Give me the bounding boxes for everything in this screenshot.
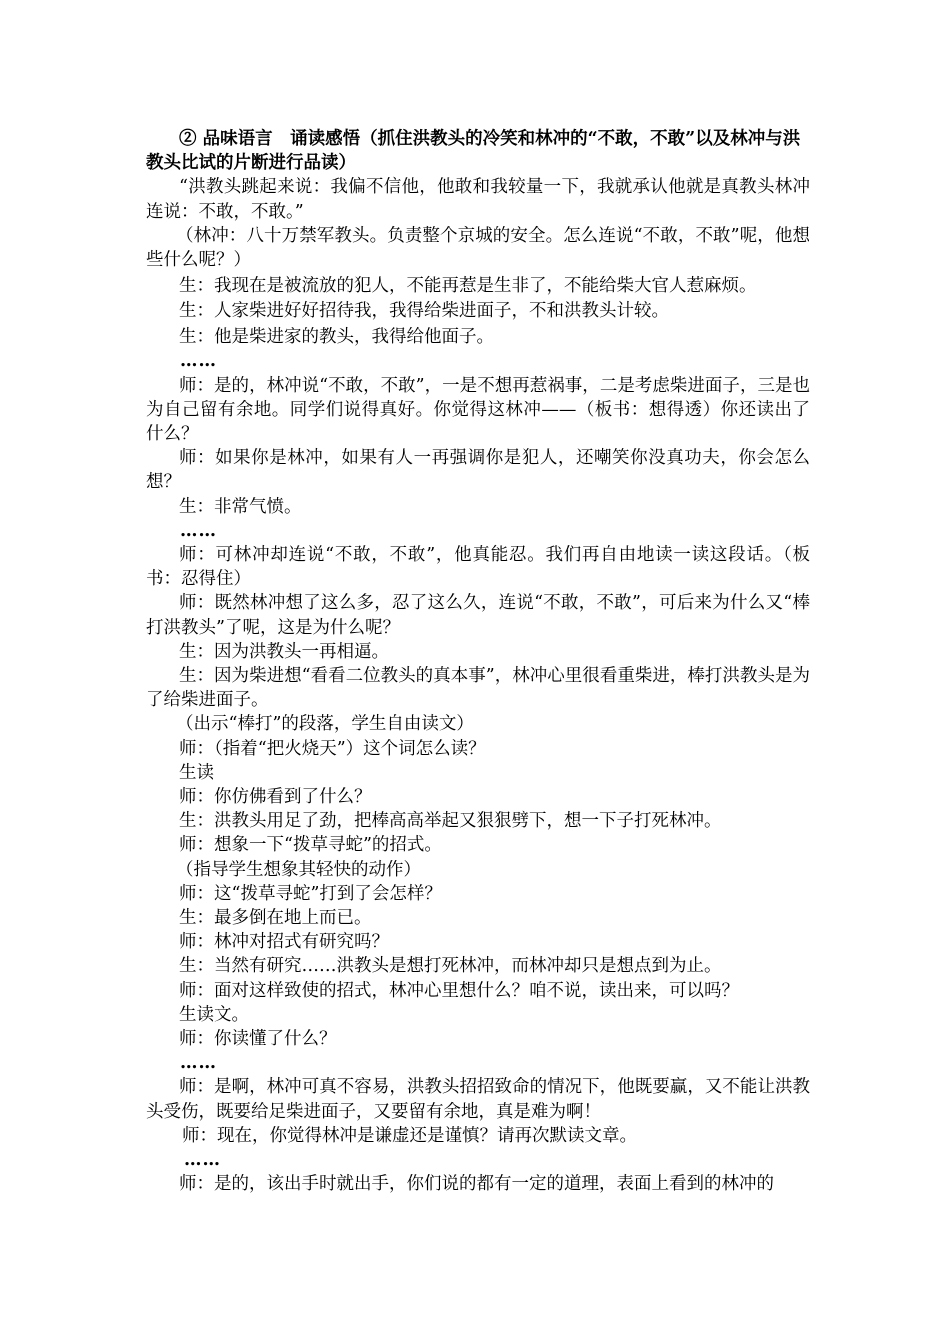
paragraph: 师：现在，你觉得林冲是谦虚还是谨慎？请再次默读文章。: [182, 1125, 637, 1146]
paragraph: 师：是的，该出手时就出手，你们说的都有一定的道理，表面上看到的林冲的: [179, 1174, 774, 1195]
ellipsis: ……: [184, 1150, 221, 1171]
paragraph: 师：（指着“把火烧天”）这个词怎么读？: [179, 738, 486, 759]
paragraph: 师：是啊，林冲可真不容易，洪教头招招致命的情况下，他既要赢，又不能让洪教头受伤，既要给足柴进面子，又要留有余地，真是难为啊！: [146, 1077, 810, 1122]
section-heading: ② 品味语言 诵读感悟（抓住洪教头的冷笑和林冲的“不敢，不敢”以及林冲与洪教头比试的片断进行品读）: [146, 129, 801, 174]
paragraph: 师：可林冲却连说“不敢，不敢”，他真能忍。我们再自由地读一读这段话。（板书：忍得住）: [146, 544, 810, 590]
paragraph: 生读文。: [179, 1004, 249, 1025]
paragraph: 生：洪教头用足了劲，把棒高高举起又狠狠劈下，想一下子打死林冲。: [179, 811, 722, 832]
paragraph: 师：林冲对招式有研究吗？: [179, 932, 389, 953]
paragraph: 生：他是柴进家的教头，我得给他面子。: [179, 327, 494, 348]
paragraph: 师：如果你是林冲，如果有人一再强调你是犯人，还嘲笑你没真功夫，你会怎么想？: [146, 448, 810, 493]
paragraph: 生：最多倒在地上而已。: [179, 908, 372, 928]
paragraph: （指导学生想象其轻快的动作）: [176, 859, 421, 880]
ellipsis: ……: [180, 351, 217, 372]
paragraph: （出示“棒打”的段落，学生自由读文）: [176, 714, 474, 735]
document-body: [146, 127, 810, 1196]
paragraph: 师：面对这样致使的招式，林冲心里想什么？咱不说，读出来，可以吗？: [179, 980, 739, 1001]
paragraph: （林冲：八十万禁军教头。负责整个京城的安全。怎么连说“不敢，不敢”呢，他想些什么呢？）: [146, 225, 810, 271]
ellipsis: ……: [180, 1053, 217, 1074]
paragraph: 师：你仿佛看到了什么？: [179, 786, 372, 807]
paragraph: 师：你读懂了什么？: [179, 1029, 337, 1050]
paragraph: 生：非常气愤。: [179, 496, 302, 517]
paragraph: 师：是的，林冲说“不敢，不敢”，一是不想再惹祸事，二是考虑柴进面子，三是也为自己留有余地。同学们说得真好。你觉得这林冲——（板书：想得透）你还读出了什么？: [146, 375, 810, 444]
paragraph: 生：因为洪教头一再相逼。: [179, 641, 389, 662]
paragraph: 生：我现在是被流放的犯人，不能再惹是生非了，不能给柴大官人惹麻烦。: [179, 275, 757, 296]
ellipsis: ……: [180, 520, 217, 541]
paragraph: 生：人家柴进好好招待我，我得给柴进面子，不和洪教头计较。: [179, 301, 669, 322]
paragraph: 师：这“拨草寻蛇”打到了会怎样？: [179, 883, 442, 904]
paragraph: “洪教头跳起来说：我偏不信他，他敢和我较量一下，我就承认他就是真教头林冲连说：不敢，不敢。”: [146, 177, 810, 222]
paragraph: 生：因为柴进想“看看二位教头的真本事”，林冲心里很看重柴进，棒打洪教头是为了给柴进面子。: [146, 665, 810, 711]
paragraph: 生读: [179, 762, 214, 783]
paragraph: 师：想象一下“拨草寻蛇”的招式。: [179, 835, 442, 856]
paragraph: 师：既然林冲想了这么多，忍了这么久，连说“不敢，不敢”，可后来为什么又“棒打洪教头”了呢，这是为什么呢？: [146, 593, 810, 638]
paragraph: 生：当然有研究……洪教头是想打死林冲，而林冲却只是想点到为止。: [179, 956, 722, 977]
